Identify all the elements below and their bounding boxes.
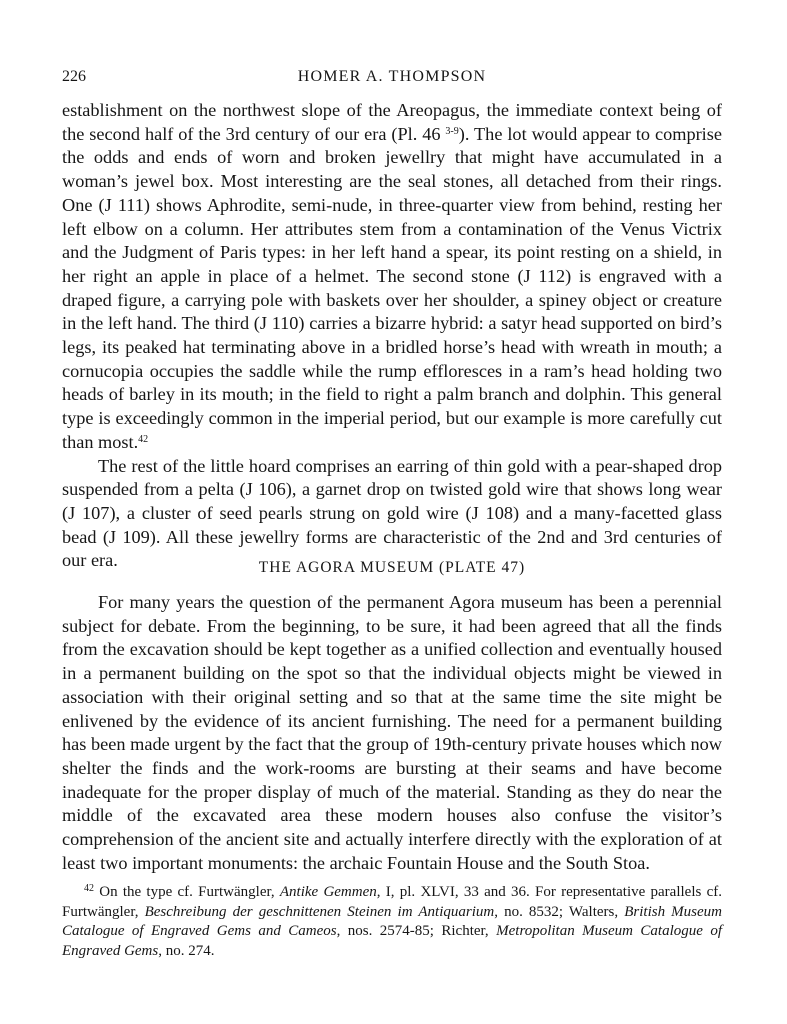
footnote-title: Metropolitan Museum Catalogue of Engraved Gems [62, 923, 722, 959]
footnote-text: , nos. 2574-85; Richter, [336, 923, 497, 940]
section-body [62, 591, 722, 875]
paragraph-1 [62, 99, 722, 455]
paragraph-1-text-b: ). The lot would appear to comprise the odds and ends of worn and broken jewellry that might have accumulated in a woman’s jewel box. Most interesting are the seal stones, all detached from their rings. One (J 111) shows Aphrodite, semi-nude, in three-quarter view from behind, resting her left elbow on a column. Her attributes stem from a contamination of the Venus Victrix and the Judgment of Paris types: in her left hand a spear, its point resting on a shield, in her right an apple in place of a helmet. The second stone (J 112) is engraved with a draped figure, a carrying pole with baskets over her shoulder, a spiney object or creature in the left hand. The third (J 110) carries a bizarre hybrid: a satyr head supported on bird’s legs, its peaked hat terminating above in a bridled horse’s head with wreath in mouth; a cornucopia occupies the saddle while the rump effloresces in a ram’s head holding two heads of barley in its mouth; in the field to right a palm branch and dolphin. This general type is exceedingly common in the imperial period, but our example is more carefully cut than most. [62, 123, 722, 452]
footnote-title: Antike Gemmen [279, 884, 377, 900]
paragraph-1-text-a: establishment on the northwest slope of the Areopagus, the immediate context being of the second half of the 3rd century of our era (Pl. 46 [62, 100, 722, 144]
section-heading: THE AGORA MUSEUM (PLATE 47) [258, 559, 526, 576]
footnote-text: On the type cf. Furtwängler, [94, 884, 280, 900]
page-number: 226 [62, 68, 86, 85]
footnote-reference: 42 [138, 433, 149, 445]
paragraph-2: The rest of the little hoard comprises an earring of thin gold with a pear-shaped drop suspended from a pelta (J 106), a garnet drop on twisted gold wire that shows long wear (J 107), a cluster of seed pearls strung on gold wire (J 108) and a many-facetted glass bead (J 109). All these jewellry forms are characteristic of the 2nd and 3rd centuries of our era. [62, 455, 722, 571]
footnote-42 [62, 883, 722, 961]
section-paragraph-1: For many years the question of the permanent Agora museum has been a perennial subject for debate. From the beginning, to be sure, it had been agreed that all the finds from the excavation should be kept together as a unified collection and eventually housed in a permanent building on the spot so that the individual objects might be viewed in association with their original setting and so that at the same time the site might be enlivened by the evidence of its ancient furnishing. The need for a permanent building has been made urgent by the fact that the group of 19th-century private houses which now shelter the finds and the work-rooms are bursting at their seams and have become inadequate for the proper display of much of the material. Standing as they do near the middle of the excavated area these modern houses also confuse the visitor’s comprehension of the ancient site and actually interfere directly with the exploration of at least two important monuments: the archaic Fountain House and the South Stoa. [62, 592, 722, 873]
footnote-text: , I, pl. XLVI, 33 and 36. For representative parallels cf. Furtwängler, [62, 884, 722, 920]
footnote [62, 883, 722, 961]
page-header [62, 68, 722, 92]
footnote-title: British Museum Catalogue of Engraved Gems and Cameos [62, 903, 723, 940]
body-text [62, 99, 722, 573]
footnote-number: 42 [84, 883, 94, 894]
footnote-text: , no. 8532; Walters, [494, 903, 625, 920]
running-head: HOMER A. THOMPSON [297, 68, 487, 85]
plate-reference-superscript: 3-9 [445, 125, 459, 137]
footnote-title: Beschreibung der geschnittenen Steinen im Antiquarium [144, 903, 495, 920]
footnote-text: , no. 274. [158, 942, 215, 959]
